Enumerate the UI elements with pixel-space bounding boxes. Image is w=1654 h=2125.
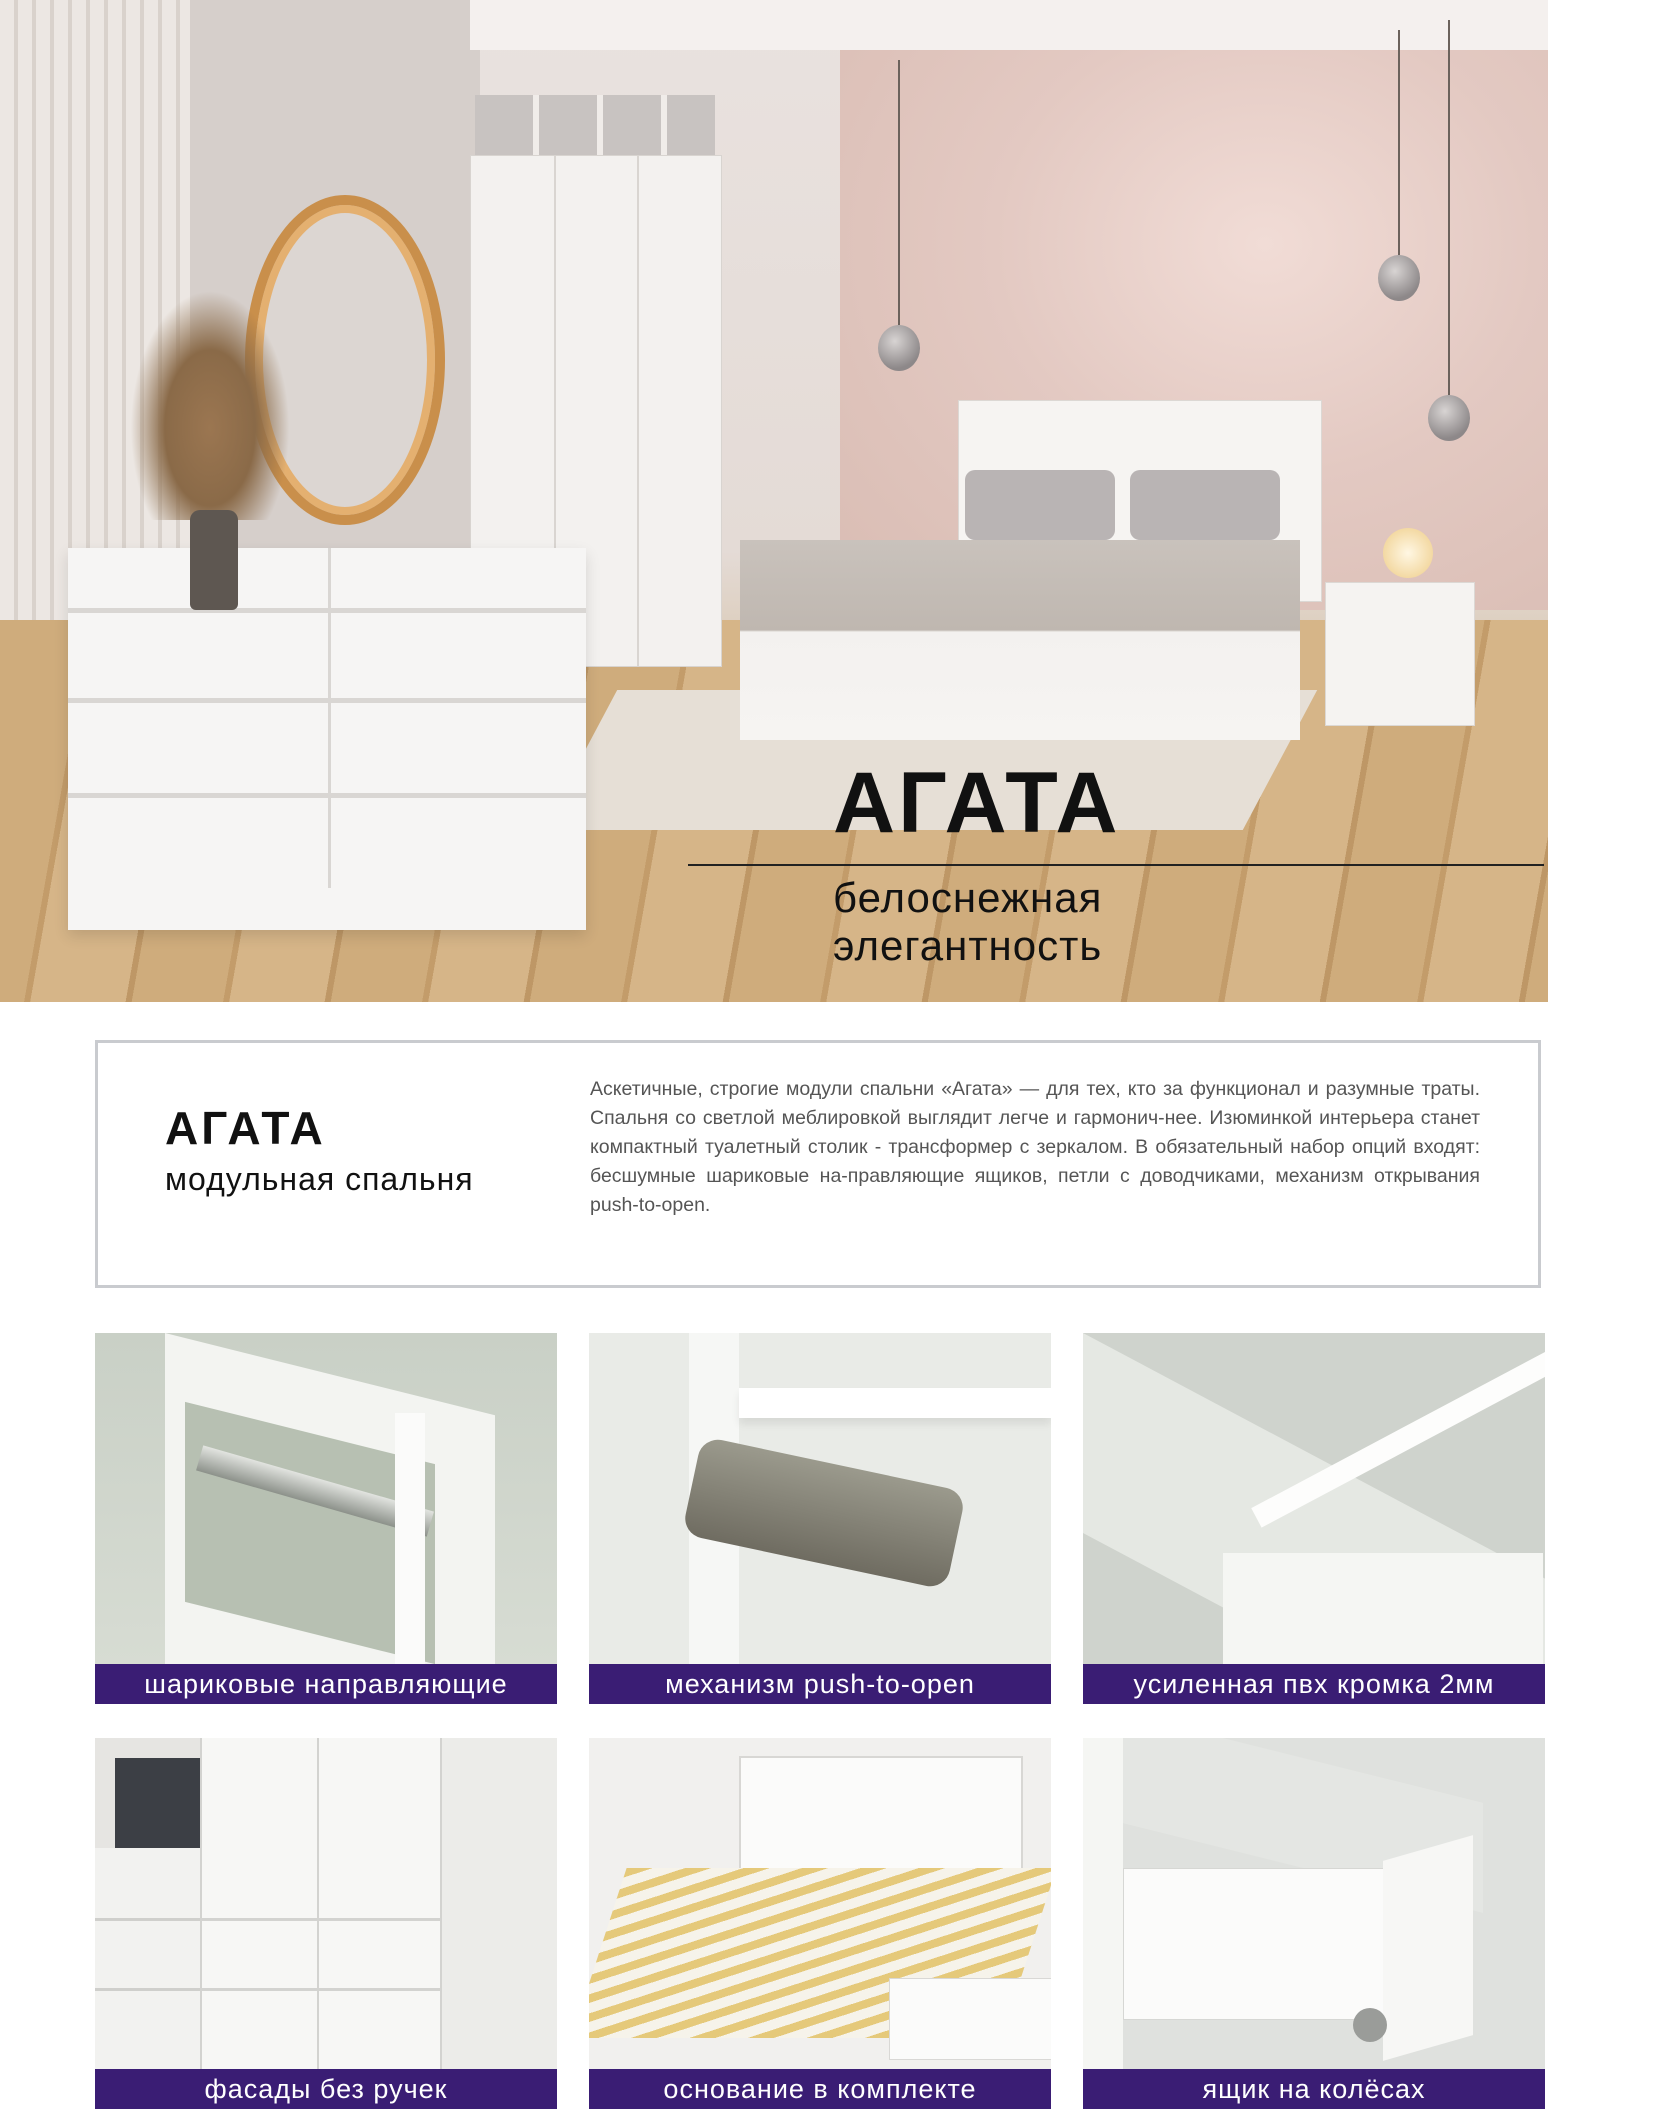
feature-caption: механизм push-to-open: [589, 1664, 1051, 1704]
intro-description: Аскетичные, строгие модули спальни «Агата» — для тех, кто за функционал и разумные траты. Спальня со светлой меблировкой выглядит легче и гармонич-нее. Изюминкой интерьера станет компактный туалетный столик - трансформер с зеркалом. В обязательный набор опций входят: бесшумные шариковые на-правляющие ящиков, петли с доводчиками, механизм открывания push-to-open.: [590, 1078, 1480, 1216]
feature-tile-ball-bearing-slides: [95, 1333, 557, 1704]
hero-title: АГАТА: [833, 755, 1121, 851]
nightstand: [1325, 582, 1475, 726]
intro-subtitle: модульная спальня: [165, 1161, 474, 1197]
feature-photo: [589, 1333, 1051, 1664]
hero-tagline: [833, 874, 1102, 970]
feature-tile-handleless-fronts: [95, 1738, 557, 2109]
feature-photo: [1083, 1333, 1545, 1664]
pendant-lamp: [878, 325, 920, 371]
intro-box: [95, 1040, 1541, 1288]
storage-boxes: [475, 95, 715, 155]
feature-tile-pvc-edge: [1083, 1333, 1545, 1704]
feature-photo: [1083, 1738, 1545, 2069]
hero-divider: [688, 864, 1544, 866]
pendant-lamp: [1428, 395, 1470, 441]
feature-tile-push-to-open: [589, 1333, 1051, 1704]
wheel: [1353, 2008, 1387, 2042]
feature-photo: [95, 1333, 557, 1664]
pendant-lamp: [1378, 255, 1420, 301]
feature-caption: ящик на колёсах: [1083, 2069, 1545, 2109]
intro-title: АГАТА: [165, 1102, 326, 1154]
hero-photo: [0, 0, 1548, 1002]
dresser: [68, 548, 586, 930]
feature-tile-drawer-on-wheels: [1083, 1738, 1545, 2109]
table-lamp: [1383, 528, 1433, 578]
pillow: [965, 470, 1115, 540]
feature-photo: [589, 1738, 1051, 2069]
pillow: [1130, 470, 1280, 540]
pampas-grass: [130, 290, 290, 520]
vase: [190, 510, 238, 610]
ceiling: [470, 0, 1548, 50]
tagline-line-2: элегантность: [833, 922, 1103, 969]
feature-caption: шариковые направляющие: [95, 1664, 557, 1704]
tagline-line-1: белоснежная: [833, 874, 1103, 921]
feature-caption: фасады без ручек: [95, 2069, 557, 2109]
feature-tile-slatted-base: [589, 1738, 1051, 2109]
feature-caption: усиленная пвх кромка 2мм: [1083, 1664, 1545, 1704]
feature-caption: основание в комплекте: [589, 2069, 1051, 2109]
feature-photo: [95, 1738, 557, 2069]
bed: [740, 540, 1300, 740]
